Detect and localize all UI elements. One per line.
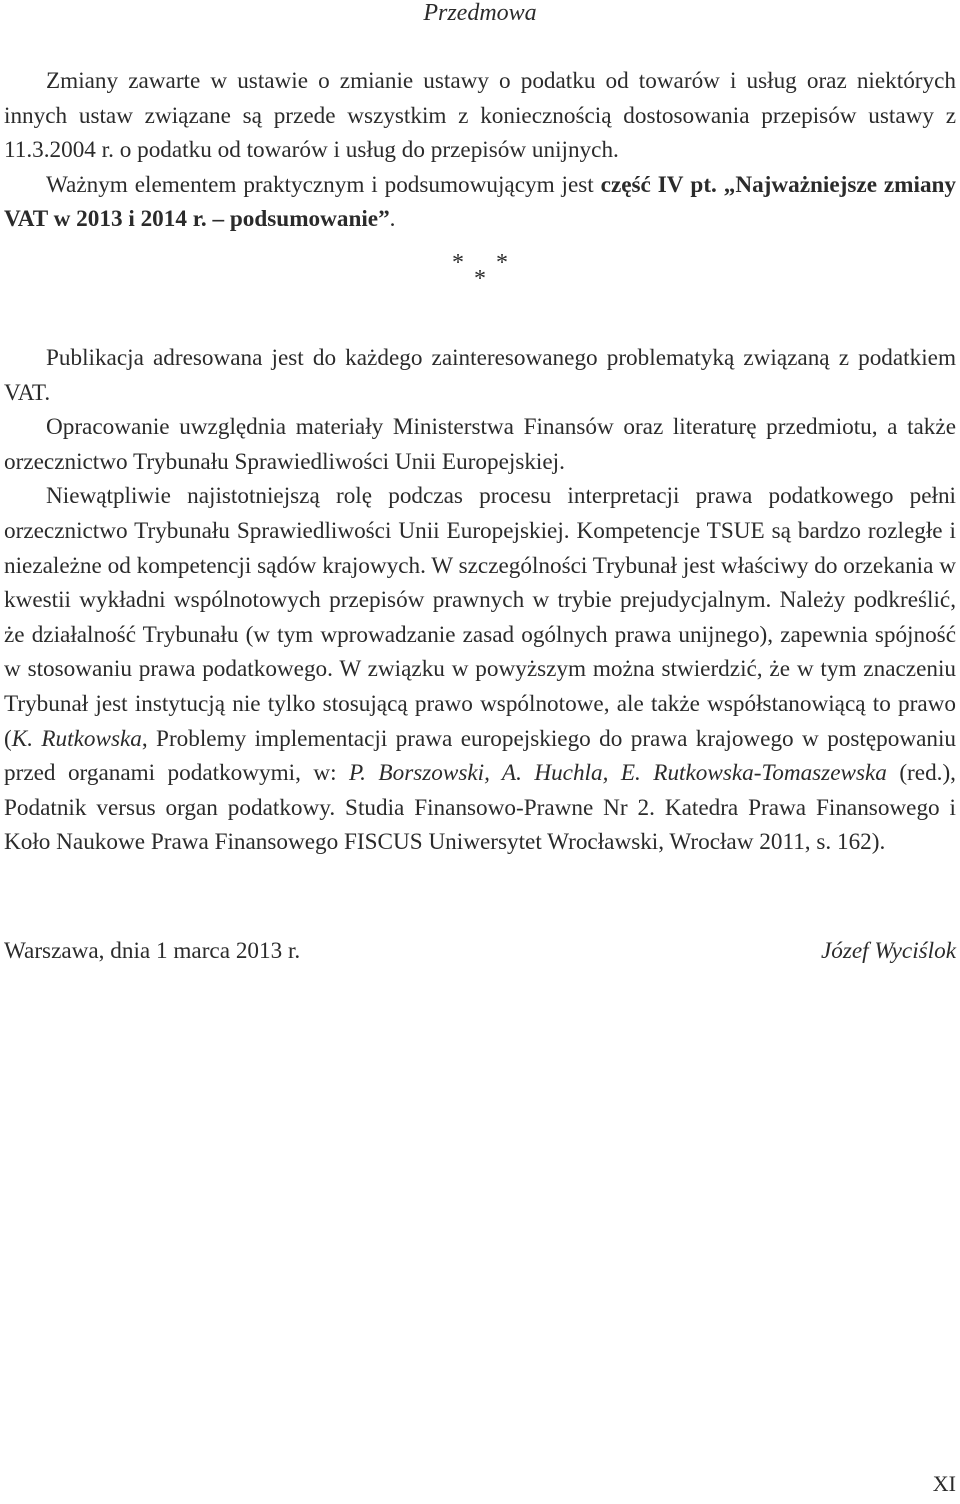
section-separator-asterisks	[4, 237, 956, 341]
paragraph-audience	[4, 341, 956, 410]
bold-pt-abbrev: pt.	[690, 171, 717, 198]
citation-editors: P. Borszowski, A. Huchla, E. Rutkowska-Tomaszewska	[349, 760, 887, 787]
author-name: Józef Wyciślok	[820, 938, 956, 964]
paragraph-text: Publikacja adresowana jest do każdego zainteresowanego problematyką związaną z podatkiem VAT.	[4, 344, 956, 406]
bold-part-title: „Najważniejsze zmiany VAT w 2013 i 2014 r. – podsumowanie”	[4, 171, 957, 233]
page-number: XI	[932, 1471, 956, 1496]
place-and-date: Warszawa, dnia 1 marca 2013 r.	[4, 938, 301, 964]
preface-content	[4, 64, 956, 860]
running-title: Przedmowa	[423, 0, 537, 26]
paragraph-intro-2	[4, 168, 956, 237]
citation-author: K. Rutkowska	[11, 725, 142, 752]
paragraph-text: Niewątpliwie najistotniejszą rolę podczas procesu interpretacji prawa podatkowego pełni orzecznictwo Trybunału Sprawiedliwości Unii Europejskiej. Kompetencje TSUE są bardzo rozległe i niezależne od kompetencji sądów krajowych. W szczególności Trybunał jest właściwy do orzekania w kwestii wykładni wspólnotowych przepisów prawnych w trybie prejudycjalnym. Należy podkreślić, że działalność Trybunału (w tym wprowadzanie zasad ogólnych prawa unijnego), zapewnia spójność w stosowaniu prawa podatkowego. W związku w powyższym można stwierdzić, że w tym znaczeniu Trybunał jest instytucją nie tylko stosującą prawo wspólnotowe, ale także współstanowiącą to prawo (	[4, 483, 956, 752]
paragraph-text: Zmiany zawarte w ustawie o zmianie ustawy o podatku od towarów i usług oraz niektórych innych ustaw związane są przede wszystkim z koniecznością dostosowania przepisów ustawy z 11.3.2004 r. o podatku od towarów i usług do przepisów unijnych.	[4, 68, 956, 164]
page-header	[0, 0, 960, 26]
sentence-end: .	[389, 206, 396, 233]
asterisk-right: *	[496, 249, 508, 276]
paragraph-sources	[4, 410, 956, 479]
paragraph-text: Opracowanie uwzględnia materiały Ministerstwa Finansów oraz literaturę przedmiotu, a także orzecznictwo Trybunału Sprawiedliwości Unii Europejskiej.	[4, 414, 956, 475]
paragraph-text: (red.), Podatnik versus organ podatkowy. Studia Finansowo-Prawne Nr 2. Katedra Prawa Finansowego i Koło Naukowe Prawa Finansowego FISCUS Uniwersytet Wrocławski, Wrocław 2011, s. 162).	[4, 760, 956, 856]
paragraph-text: Ważnym elementem praktycznym i podsumowującym jest	[46, 171, 594, 198]
paragraph-tsue	[4, 479, 956, 860]
asterisk-middle: *	[474, 265, 486, 292]
paragraph-text: , Problemy implementacji prawa europejskiego do prawa krajowego w postępowaniu przed organami podatkowymi, w:	[4, 725, 956, 787]
paragraph-intro-1	[4, 64, 956, 168]
asterisk-left: *	[452, 249, 464, 276]
bold-part-reference: część IV	[600, 171, 684, 198]
